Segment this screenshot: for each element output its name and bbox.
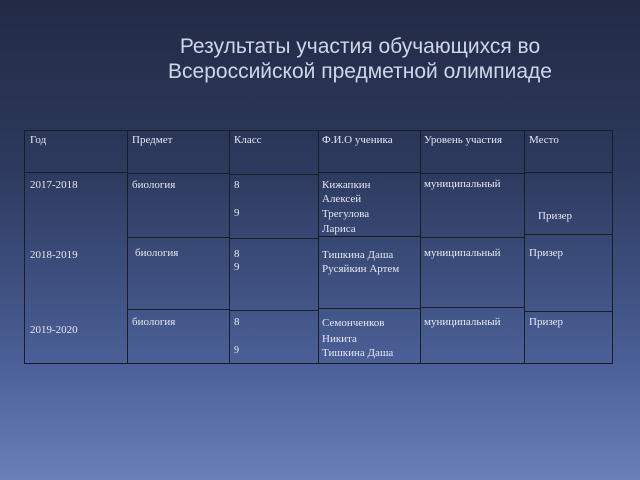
slide-title-line-1: Результаты участия обучающихся во: [179, 35, 541, 58]
header-year: Год: [30, 134, 47, 146]
cell-student: Тишкина Даша: [322, 347, 394, 359]
cell-level: муниципальный: [424, 316, 501, 328]
cell-grade: 8: [234, 248, 240, 260]
cell-grade: 8: [234, 179, 240, 191]
cell-subject: биология: [135, 247, 179, 259]
cell-subject: биология: [132, 316, 176, 328]
slide-title: [110, 34, 610, 84]
cell-student: Алексей: [322, 193, 362, 205]
results-table: [24, 130, 613, 364]
cell-place: Призер: [538, 210, 573, 222]
header-place: Место: [529, 134, 559, 146]
cell-student: Трегулова: [322, 208, 370, 220]
cell-year: 2017-2018: [30, 179, 78, 191]
cell-student: Лариса: [322, 223, 356, 235]
header-subject: Предмет: [132, 134, 173, 146]
cell-student: Семонченков: [322, 317, 385, 329]
cell-grade: 9: [234, 207, 240, 219]
header-student: Ф.И.О ученика: [322, 134, 393, 146]
cell-student: Русяйкин Артем: [322, 263, 400, 275]
cell-level: муниципальный: [424, 247, 501, 259]
cell-year: 2018-2019: [30, 249, 78, 261]
cell-student: Кижапкин: [322, 179, 371, 191]
header-level: Уровень участия: [424, 134, 503, 146]
cell-student: Тишкина Даша: [322, 249, 394, 261]
cell-grade: 8: [234, 316, 240, 328]
cell-grade: 9: [234, 345, 239, 356]
cell-level: муниципальный: [424, 178, 501, 190]
cell-place: Призер: [529, 247, 564, 259]
cell-place: Призер: [529, 316, 564, 328]
table-grid: [24, 130, 613, 364]
cell-grade: 9: [234, 261, 240, 273]
header-grade: Класс: [234, 134, 262, 146]
cell-year: 2019-2020: [30, 324, 78, 336]
slide-title-line-2: Всероссийской предметной олимпиаде: [168, 60, 552, 83]
cell-student: Никита: [322, 333, 357, 345]
cell-subject: биология: [132, 179, 176, 191]
